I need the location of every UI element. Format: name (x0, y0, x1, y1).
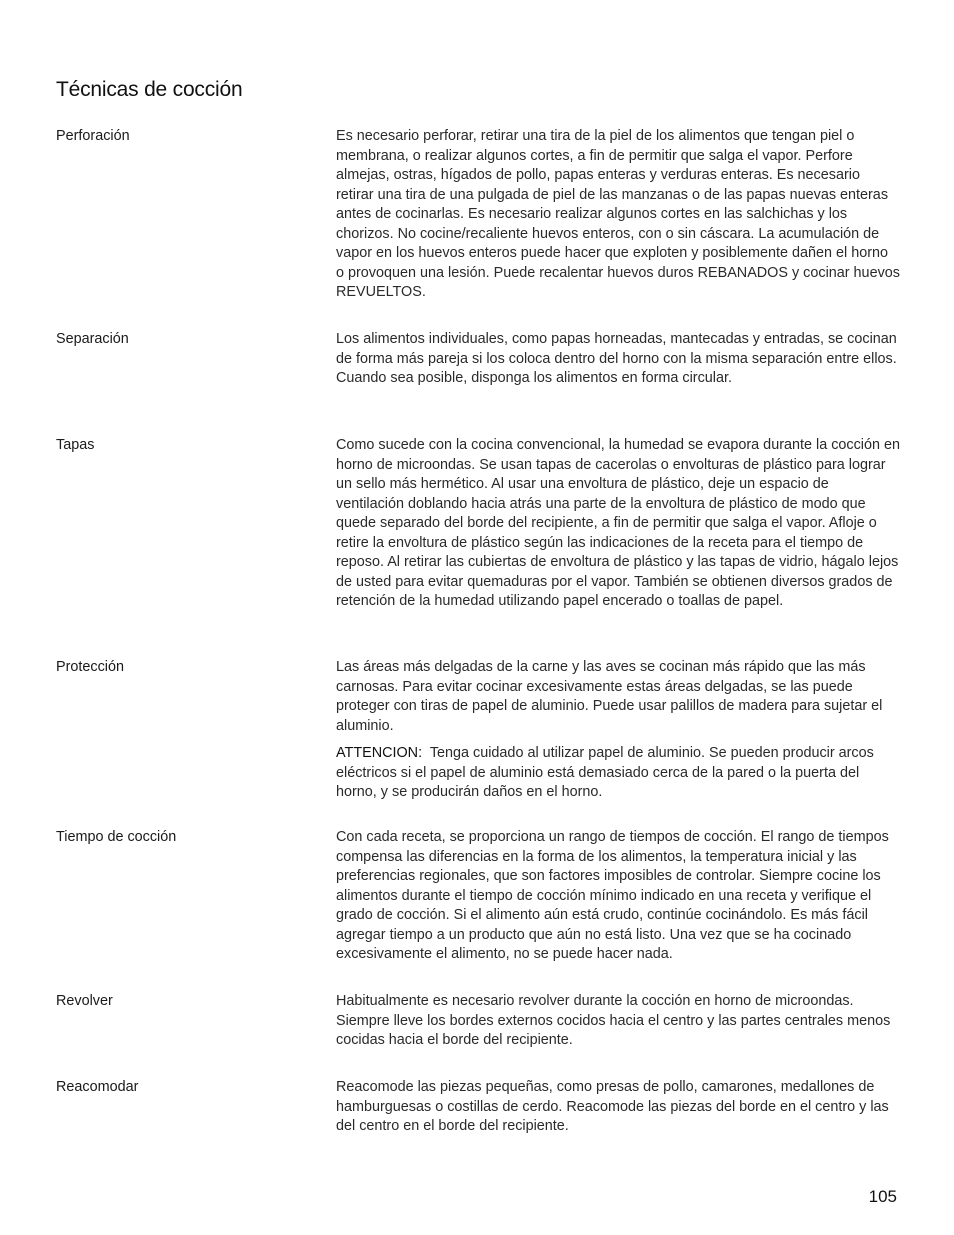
section-body (336, 127, 900, 303)
section-term: Tiempo de cocción (56, 829, 177, 845)
section-paragraph: Habitualmente es necesario revolver durante la cocción en horno de microondas. Siempre lleve los bordes externos cocidos hacia el centro y las partes centrales menos cocidas hacia el borde del recipiente. (336, 993, 891, 1048)
section-term: Protección (56, 659, 124, 675)
section-term: Separación (56, 331, 129, 347)
section-paragraph: Los alimentos individuales, como papas horneadas, mantecadas y entradas, se cocinan de forma más pareja si los coloca dentro del horno con la misma separación entre ellos. Cuando sea posible, disponga los alimentos en forma circular. (336, 331, 897, 386)
section-body (336, 992, 900, 1051)
section-body (336, 436, 900, 612)
warning-label: ATTENCION: (336, 745, 423, 761)
section-paragraph: Como sucede con la cocina convencional, la humedad se evapora durante la cocción en horno de microondas. Se usan tapas de cacerolas o envolturas de plástico para lograr un sello más hermético. Al usar una envoltura de plástico, deje un espacio de ventilación doblando hacia atrás una parte de la envoltura de plástico de modo que quede separado del borde del recipiente, a fin de permitir que salga el vapor. Afloje o retire la envoltura de plástico según las indicaciones de la receta para el tiempo de reposo. Al retirar las cubiertas de envoltura de plástico y las tapas de vidrio, hágalo lejos de usted para evitar quemaduras por el vapor. También se obtienen diversos grados de retención de la humedad utilizando papel encerado o toallas de papel. (336, 437, 900, 609)
section-paragraph: Es necesario perforar, retirar una tira de la piel de los alimentos que tengan piel o membrana, o realizar algunos cortes, a fin de permitir que salga el vapor. Perfore almejas, ostras, hígados de pollo, papas enteras y verduras enteras. Es necesario retirar una tira de una pulgada de piel de las manzanas o de las papas nuevas enteras antes de cocinarlas. Es necesario realizar algunos cortes en las salchichas y los chorizos. No cocine/recaliente huevos enteros, con o sin cáscara. La acumulación de vapor en los huevos enteros puede hacer que exploten y posiblemente dañen el horno o provoquen una lesión. Puede recalentar huevos duros REBANADOS y cocinar huevos REVUELTOS. (336, 128, 900, 300)
page-number: 105 (868, 1187, 897, 1206)
section-term: Tapas (56, 437, 95, 453)
section-term: Reacomodar (56, 1079, 139, 1095)
section-body (336, 330, 900, 389)
section-paragraph: Reacomode las piezas pequeñas, como presas de pollo, camarones, medallones de hamburguesas o costillas de cerdo. Reacomode las piezas del borde en el centro y las del centro en el borde del recipiente. (336, 1079, 889, 1134)
section-term: Perforación (56, 128, 130, 144)
page-title: Técnicas de cocción (56, 78, 243, 101)
section-paragraph: Con cada receta, se proporciona un rango de tiempos de cocción. El rango de tiempos compensa las diferencias en la forma de los alimentos, la temperatura inicial y las preferencias regionales, que son factores imposibles de controlar. Siempre cocine los alimentos durante el tiempo de cocción mínimo indicado en una receta y verifique el grado de cocción. Si el alimento aún está crudo, continúe cocinándolo. Es más fácil agregar tiempo a un producto que aún no está listo. Una vez que se ha cocinado excesivamente el alimento, no se puede hacer nada. (336, 829, 889, 962)
section-body (336, 1078, 900, 1137)
section-body (336, 658, 900, 803)
section-paragraph: Las áreas más delgadas de la carne y las aves se cocinan más rápido que las más carnosas. Para evitar cocinar excesivamente estas áreas delgadas, se las puede proteger con tiras de papel de aluminio. Puede usar palillos de madera para sujetar el aluminio. (336, 659, 883, 734)
section-body (336, 828, 900, 965)
warning-note (336, 744, 900, 803)
section-term: Revolver (56, 993, 113, 1009)
warning-text: Tenga cuidado al utilizar papel de aluminio. Se pueden producir arcos eléctricos si el papel de aluminio está demasiado cerca de la pared o la puerta del horno, y se producirán daños en el horno. (336, 745, 874, 800)
